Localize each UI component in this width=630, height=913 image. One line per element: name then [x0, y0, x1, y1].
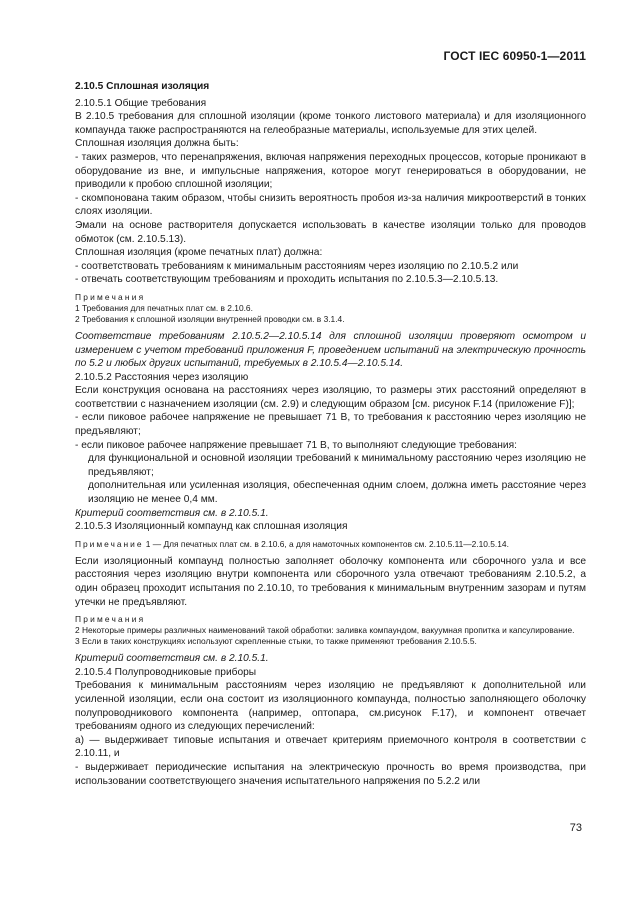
list-item: - если пиковое рабочее напряжение не превышает 71 В, то требования к расстоянию через изоляцию не предъявляют; [75, 412, 586, 438]
paragraph: Сплошная изоляция должна быть: [75, 138, 239, 150]
note-item: 3 Если в таких конструкциях используют скрепленные стыки, то также применяют требования 2.10.5.5. [75, 636, 477, 647]
subsection-heading: 2.10.5.4 Полупроводниковые приборы [75, 666, 257, 678]
list-item: а) — выдерживает типовые испытания и отвечает критериям приемочного контроля в соответствии с 2.10.11, и [75, 734, 586, 760]
subsection-heading: 2.10.5.1 Общие требования [75, 97, 207, 109]
list-item: - скомпонована таким образом, чтобы снизить вероятность пробоя из-за наличия микроотверстий в тонких слоях изоляции. [75, 192, 586, 218]
paragraph: Если конструкция основана на расстояниях через изоляцию, то размеры этих расстояний определяют в соответствии с назначением изоляции (см. 2.9) и следующим образом [см. рисунок F.14 (приложение F)]; [75, 385, 586, 410]
note-item: 1 Требования для печатных плат см. в 2.10.6. [75, 302, 253, 313]
list-item: для функциональной и основной изоляции требований к минимальному расстоянию через изоляцию не предъявляют; [88, 453, 586, 478]
list-item: дополнительная или усиленная изоляция, обеспеченная одним слоем, должна иметь расстояние через изоляцию не менее 0,4 мм. [88, 480, 586, 506]
list-item: - отвечать соответствующим требованиям и проходить испытания по 2.10.5.3—2.10.5.13. [75, 274, 499, 286]
subsection-heading: 2.10.5.2 Расстояния через изоляцию [75, 371, 249, 383]
subsection-heading: 2.10.5.3 Изоляционный компаунд как сплошная изоляция [75, 521, 348, 533]
paragraph: Эмали на основе растворителя допускается использовать в качестве изоляции только для проводов обмоток (см. 2.10.5.13). [75, 219, 586, 245]
paragraph: Если изоляционный компаунд полностью заполняет оболочку компонента или сборочного узла и все расстояния через изоляцию внутри компонента или сборочного узла отвечают требованиям 2.10.5.2, а один образец проходит испытания по 2.10.10, то требования к минимальным внутренним зазорам и путям утечки не предъявляют. [75, 555, 586, 608]
standard-header: ГОСТ IEC 60950-1—2011 [443, 49, 586, 63]
note-text: 1 — Для печатных плат см. в 2.10.6, а для намоточных компонентов см. 2.10.5.11—2.10.5.14. [143, 538, 509, 549]
note-item: 2 Некоторые примеры различных наименований такой обработки: заливка компаундом, вакуумная пропитка и капсулирование. [75, 625, 575, 636]
notes-heading: Примечания [75, 614, 146, 625]
list-item: - выдерживает периодические испытания на электрическую прочность во время производства, при использовании соответствующего значения испытательного напряжения по 5.2.2 или [75, 761, 586, 787]
compliance-text: Критерий соответствия см. в 2.10.5.1. [75, 653, 269, 665]
document-body [75, 80, 586, 788]
notes-heading: Примечания [75, 291, 146, 302]
list-item: - таких размеров, что перенапряжения, включая напряжения переходных процессов, которые проникают в оборудование из вне, и импульсные напряжения, которое могут генерироваться в оборудовании, не приводили к пробою сплошной изоляции; [75, 151, 586, 191]
compliance-text: Соответствие требованиям 2.10.5.2—2.10.5.14 для сплошной изоляции проверяют осмотром и измерением с учетом требований приложения F, проведением испытаний на электрическую прочность по 5.2 и любых других испытаний, требуемых в 2.10.5.4—2.10.5.14. [75, 330, 586, 370]
note-label: Примечание [75, 538, 144, 549]
note-item: 2 Требования к сплошной изоляции внутренней проводки см. в 3.1.4. [75, 313, 345, 324]
list-item: - если пиковое рабочее напряжение превышает 71 В, то выполняют следующие требования: [75, 439, 517, 451]
paragraph: Требования к минимальным расстояниям через изоляцию не предъявляют к дополнительной или усиленной изоляции, если она состоит из изоляционного компаунда, полностью заполняющего оболочку полупроводникового компонента (например, оптопара, см.рисунок F.17), и компонент отвечает требованиям одного из следующих перечислений: [75, 680, 586, 733]
section-heading: 2.10.5 Сплошная изоляция [75, 81, 210, 92]
single-note [75, 539, 586, 550]
paragraph: Сплошная изоляция (кроме печатных плат) должна: [75, 247, 323, 259]
page-number: 73 [569, 822, 582, 834]
list-item: - соответствовать требованиям к минимальным расстояниям через изоляцию по 2.10.5.2 или [75, 260, 519, 272]
compliance-text: Критерий соответствия см. в 2.10.5.1. [75, 507, 269, 519]
paragraph: В 2.10.5 требования для сплошной изоляции (кроме тонкого листового материала) и для изоляционного компаунда также распространяются на гелеобразные материалы, используемые для этих целей. [75, 111, 586, 136]
